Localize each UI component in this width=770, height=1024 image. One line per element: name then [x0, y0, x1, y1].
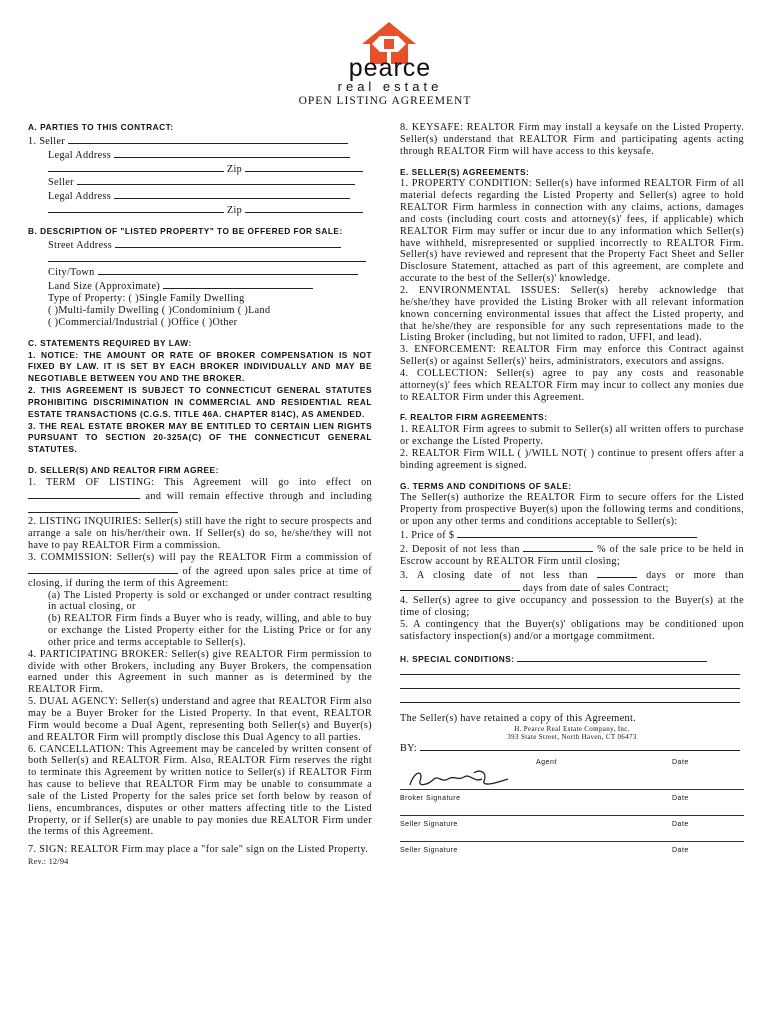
closing-max-field[interactable]: [400, 581, 520, 591]
section-f-heading: F. REALTOR FIRM AGREEMENTS:: [400, 412, 548, 423]
closing-text: days or more than: [646, 569, 744, 581]
realtor-agreement-2[interactable]: 2. REALTOR Firm WILL ( )/WILL NOT( ) continue to present offers after a binding agreement is signed.: [400, 447, 744, 471]
deposit-text: % of the sale price to be held in Escrow account by REALTOR Firm until closing;: [400, 543, 744, 567]
city-field[interactable]: [98, 265, 358, 275]
zip-field-1[interactable]: [245, 162, 363, 172]
agent-date-label: Date: [672, 758, 689, 766]
company-logo: [320, 20, 460, 94]
page-title: OPEN LISTING AGREEMENT: [298, 95, 472, 107]
section-e-heading: E. SELLER(S) AGREEMENTS:: [400, 166, 530, 177]
left-column: [28, 122, 372, 868]
price-field[interactable]: [457, 528, 697, 538]
commission-text: 3. COMMISSION: Seller(s) will pay the REALTOR Firm a commission of: [28, 552, 372, 563]
seller-signature-row-2[interactable]: [400, 833, 744, 859]
firm-name: H. Pearce Real Estate Company, Inc.: [514, 724, 630, 733]
collection: 4. COLLECTION: Seller(s) agree to pay any costs and reasonable attorney(s)' fees which REALTOR Firm may incur to collect any monies due to REALTOR Firm under this Agreement.: [400, 367, 744, 403]
seller-signature-label-1: Seller Signature: [400, 820, 458, 828]
section-c-heading: C. STATEMENTS REQUIRED BY LAW:: [28, 337, 192, 348]
by-label: BY:: [400, 742, 418, 754]
section-h-heading: H. SPECIAL CONDITIONS:: [400, 653, 515, 664]
cancellation: 6. CANCELLATION: This Agreement may be canceled by written consent of both Seller(s) and REALTOR Firm. Also, REALTOR Firm reserves the right to terminate this Agreement by written notice to Seller(s) if REALTOR Firm has cause to believe that REALTOR Firm may be unable to consummate a sale of the Listed Property for the sales price set forth below by reason of liens, encumbrances, disputes or other matters affecting title to the Listed Property, or if Seller(s) are unable to pay monies due REALTOR Firm under the terms of this Agreement.: [28, 743, 372, 838]
property-type-line-3[interactable]: ( )Commercial/Industrial ( )Office ( )Other: [48, 316, 238, 328]
realtor-agreement-1: 1. REALTOR Firm agrees to submit to Seller(s) all written offers to purchase or exchange the Listed Property.: [400, 424, 744, 448]
environmental-issues: 2. ENVIRONMENTAL ISSUES: Seller(s) hereby acknowledge that he/she/they have provided the Listing Broker with all relevant information known concerning environmental issues that affect the Listed property, and that he/she/they are responsible for any such representations made to the Listing Broker (including, but not limited to radon, UFFI, and lead).: [400, 284, 744, 344]
special-conditions-field[interactable]: [517, 652, 707, 662]
zip-field-2[interactable]: [245, 203, 363, 213]
revision-note: Rev.: 12/94: [28, 857, 69, 867]
broker-date-label: Date: [672, 794, 689, 802]
city-label: City/Town: [48, 267, 95, 279]
street-address-field[interactable]: [115, 238, 341, 248]
commission-clause-a: (a) The Listed Property is sold or exchanged or under contract resulting in actual closing, or: [48, 589, 372, 613]
right-column: [400, 122, 744, 859]
term-of-listing-text: 1. TERM OF LISTING: This Agreement will go into effect on: [28, 476, 372, 488]
legal-address-field-1b[interactable]: [48, 162, 224, 172]
seller-signature-label-2: Seller Signature: [400, 846, 458, 854]
seller-field-2[interactable]: [77, 175, 355, 185]
dual-agency: 5. DUAL AGENCY: Seller(s) understand and agree that REALTOR Firm also may be a Buyer Broker for the Listed Property. In that event, REALTOR Firm would become a Dual Agent, representing both Seller(s) and Buyer(s) and REALTOR Firm will promptly disclose this Dual Agency to all parties.: [28, 696, 372, 743]
section-b-heading: B. DESCRIPTION OF "LISTED PROPERTY" TO BE OFFERED FOR SALE:: [28, 225, 343, 236]
commission-text-2: of the agreed upon sales price at time of closing, if during the term of this Agreement:: [28, 565, 372, 589]
seller-field-1[interactable]: [68, 134, 348, 144]
statement-c2: 2. THIS AGREEMENT IS SUBJECT TO CONNECTICUT GENERAL STATUTES PROHIBITING DISCRIMINATION IN COMMERCIAL AND RESIDENTIAL REAL ESTATE TRANSACTIONS (C.G.S. TITLE 46A. CHAPTER 814C), AS AMENDED.: [28, 385, 372, 419]
legal-address-label-1: Legal Address: [48, 149, 112, 161]
brand-tagline: real estate: [337, 79, 443, 94]
street-address-label: Street Address: [48, 239, 113, 251]
property-condition: 1. PROPERTY CONDITION: Seller(s) have informed REALTOR Firm of all material defects regarding the Listed Property and Seller(s) agree to hold REALTOR Firm harmless in connection with any claims, actions, damages and costs (including court costs and attorney(s)' fees, if applicable) which REALTOR Firm may suffer or incur due to any information which Seller(s) have withheld, misrepresented or supplied incorrectly to REALTOR Firm. Seller(s) have reviewed and represent that the Property Fact Sheet and Seller Disclosure Statement, attached as part of this agreement, are complete and accurate to the best of the Seller(s)' knowledge.: [400, 178, 744, 285]
keysafe-clause: 8. KEYSAFE: REALTOR Firm may install a keysafe on the Listed Property. Seller(s) understand that REALTOR Firm and participating agents acting through REALTOR Firm will have access to this keysafe.: [400, 122, 744, 157]
zip-label-2: Zip: [226, 205, 243, 217]
terms-intro: The Seller(s) authorize the REALTOR Firm to secure offers for the Listed Property from prospective Buyer(s) upon the following terms and conditions, or upon any other terms and conditions acceptable to Seller(s):: [400, 492, 744, 528]
agent-label: Agent: [536, 758, 557, 766]
closing-label: 3. A closing date of not less than: [400, 569, 588, 581]
property-type-line-1[interactable]: Type of Property: ( )Single Family Dwelling: [48, 293, 245, 305]
term-of-listing-text-2: and will remain effective: [145, 490, 264, 502]
special-conditions-line-3[interactable]: [400, 679, 740, 689]
broker-signature-label: Broker Signature: [400, 794, 461, 802]
firm-address: 393 State Street, North Haven, CT 06473: [507, 732, 637, 741]
street-address-field-2[interactable]: [48, 252, 366, 262]
end-date-field[interactable]: [28, 503, 178, 513]
seller-date-label-1: Date: [672, 820, 689, 828]
closing-text-2: days from date of sales Contract;: [522, 583, 669, 595]
commission-clause-b: (b) REALTOR Firm finds a Buyer who is ready, willing, and able to buy or exchange the Listed Property either for the Listing Price or for any other price and terms acceptable to Seller(s).: [48, 613, 372, 648]
agent-signature-field[interactable]: [420, 741, 740, 751]
occupancy-clause: 4. Seller(s) agree to give occupancy and possession to the Buyer(s) at the time of closing;: [400, 595, 744, 619]
contingency-clause: 5. A contingency that the Buyer(s)' obligations may be conditioned upon satisfactory inspection(s) and/or a mortgage commitment.: [400, 618, 744, 642]
broker-signature-row[interactable]: [400, 781, 744, 807]
seller-label-2: Seller: [48, 177, 74, 189]
legal-address-field-2[interactable]: [114, 189, 350, 199]
special-conditions-line-2[interactable]: [400, 665, 740, 675]
zip-label-1: Zip: [226, 163, 243, 175]
seller-label-1: 1. Seller: [28, 135, 66, 147]
land-size-field[interactable]: [163, 279, 313, 289]
sign-clause: 7. SIGN: REALTOR Firm may place a "for sale" sign on the Listed Property.: [28, 844, 369, 856]
statement-c1: 1. NOTICE: THE AMOUNT OR RATE OF BROKER COMPENSATION IS NOT FIXED BY LAW. IT IS SET BY EACH BROKER INDIVIDUALLY AND MAY BE NEGOTIABLE BETWEEN YOU AND THE BROKER.: [28, 349, 372, 384]
enforcement: 3. ENFORCEMENT: REALTOR Firm may enforce this Contract against Seller(s) or against Seller(s)' heirs, administrators, executors and assigns.: [400, 344, 744, 368]
section-d-heading: D. SELLER(S) AND REALTOR FIRM AGREE:: [28, 465, 219, 476]
property-type-line-2[interactable]: ( )Multi-family Dwelling ( )Condominium ( )Land: [48, 304, 271, 316]
legal-address-field-1[interactable]: [114, 148, 350, 158]
special-conditions-line-4[interactable]: [400, 693, 740, 703]
land-size-label: Land Size (Approximate): [48, 281, 161, 293]
closing-min-field[interactable]: [597, 568, 637, 578]
deposit-label: 2. Deposit of not less than: [400, 543, 520, 555]
effective-date-field[interactable]: [28, 489, 140, 499]
brand-name: pearce: [348, 54, 432, 82]
section-g-heading: G. TERMS AND CONDITIONS OF SALE:: [400, 480, 572, 491]
statement-c3: 3. THE REAL ESTATE BROKER MAY BE ENTITLED TO CERTAIN LIEN RIGHTS PURSUANT TO SECTION 20-325A(C) OF THE CONNECTICUT GENERAL STATUTES.: [28, 420, 372, 455]
through-label: through and including: [269, 490, 372, 502]
section-a-heading: A. PARTIES TO THIS CONTRACT:: [28, 122, 174, 132]
price-label: 1. Price of $: [400, 530, 455, 541]
participating-broker: 4. PARTICIPATING BROKER: Seller(s) give REALTOR Firm permission to divide with other Brokers, including any Buyer Brokers, the compensation earned under this Agreement in such manner as is determined by the REALTOR Firm.: [28, 648, 372, 696]
legal-address-field-2b[interactable]: [48, 203, 224, 213]
seller-signature-row-1[interactable]: [400, 807, 744, 833]
deposit-field[interactable]: [523, 542, 593, 552]
seller-date-label-2: Date: [672, 846, 689, 854]
commission-field[interactable]: [28, 564, 178, 574]
listing-inquiries: 2. LISTING INQUIRIES: Seller(s) still have the right to secure prospects and arrange a sale on his/her/their own. If Seller(s) do so, he/she/they will not have to pay REALTOR Firm a commission.: [28, 516, 372, 552]
copy-retained: The Seller(s) have retained a copy of this Agreement.: [400, 712, 637, 724]
legal-address-label-2: Legal Address: [48, 191, 112, 203]
